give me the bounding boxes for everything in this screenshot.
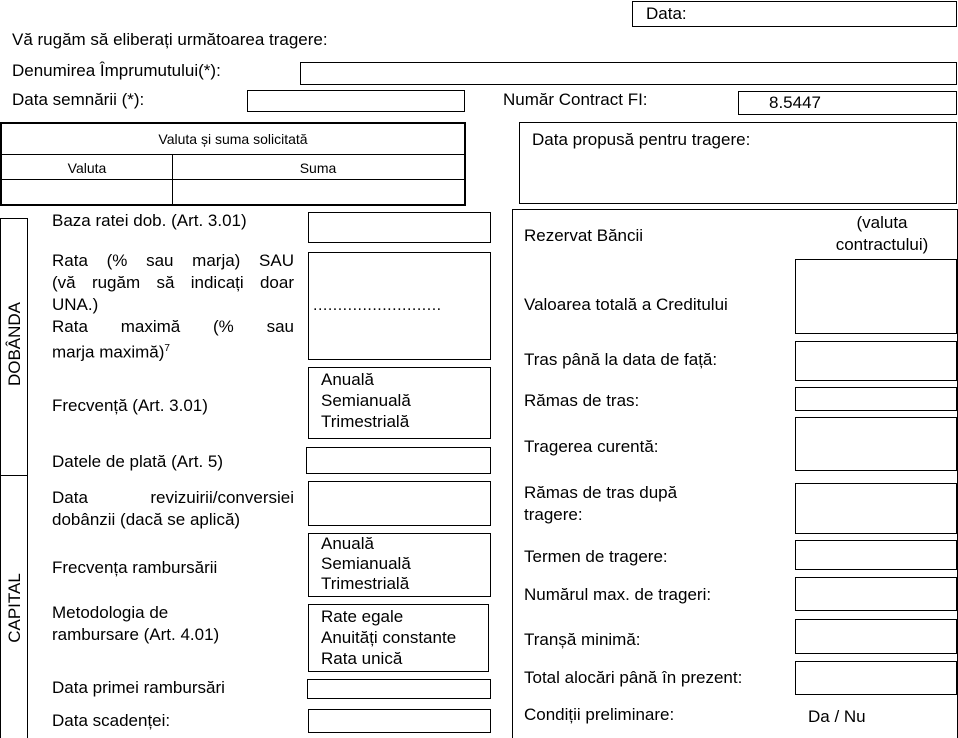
max-rate-label-line [52,338,294,364]
capital-section [0,475,28,738]
remaining-after-label-block [524,482,677,526]
rate-label-line: (vă rugăm să indicați doar [52,273,294,292]
rate-label-block [52,250,294,364]
remaining-field[interactable] [795,387,957,411]
preconditions-yes-no[interactable]: Da / Nu [808,707,866,726]
divider [172,155,173,204]
signing-date-field[interactable] [247,90,465,112]
revision-date-field[interactable] [308,481,491,526]
current-draw-field[interactable] [795,417,957,471]
currency-table-title: Valuta și suma solicitată [158,131,308,147]
current-draw-label: Tragerea curentă: [524,437,659,456]
max-draws-field[interactable] [795,577,957,611]
repayment-method-options [308,604,489,672]
min-tranche-label: Tranșă minimă: [524,630,641,649]
draw-term-field[interactable] [795,540,957,570]
borrower-field[interactable] [300,62,957,85]
max-rate-label-line: Rata maximă (% sau [52,317,294,336]
contract-currency-note-line: contractului) [835,235,929,254]
first-repayment-field[interactable] [307,679,491,699]
frequency-option-semiannual[interactable]: Semianuală [321,391,411,410]
currency-column-header: Valuta [67,160,107,176]
proposed-date-field[interactable] [519,122,957,204]
contract-number-value: 8.5447 [769,93,821,112]
rate-field[interactable] [308,252,491,360]
repay-frequency-option-annual[interactable]: Anuală [321,534,374,553]
amount-column-header: Suma [299,160,337,176]
draw-term-label: Termen de tragere: [524,547,668,566]
contract-label: Număr Contract FI: [503,90,648,109]
method-label-line: rambursare (Art. 4.01) [52,625,220,644]
max-rate-label-text: marja maximă) [52,342,165,362]
method-option-single-payment[interactable]: Rata unică [321,649,403,668]
first-repayment-label: Data primei rambursări [52,678,225,697]
remaining-after-label-line: Rămas de tras după [524,483,678,502]
total-credit-field[interactable] [795,259,957,334]
payment-dates-label: Datele de plată (Art. 5) [52,452,224,471]
contract-number-field[interactable] [738,91,957,115]
repay-frequency-option-quarterly[interactable]: Trimestrială [321,574,410,593]
payment-dates-field[interactable] [306,447,491,474]
frequency-label: Frecvență (Art. 3.01) [52,396,208,415]
amount-input[interactable] [174,181,464,204]
remaining-after-label-line: tragere: [524,505,583,524]
repay-frequency-label: Frecvența rambursării [52,558,218,577]
interest-section-label: DOBÂNDA [5,301,24,387]
currency-table [0,122,466,206]
divider [2,154,464,155]
divider [2,179,464,180]
borrower-label: Denumirea Împrumutului(*): [12,61,221,80]
max-draws-label: Numărul max. de trageri: [524,585,712,604]
currency-header [2,156,172,180]
revision-label-block [52,487,294,531]
currency-input[interactable] [2,181,171,204]
base-rate-label: Baza ratei dob. (Art. 3.01) [52,211,247,230]
rate-label-line: Rata (% sau marja) SAU [52,251,294,270]
frequency-options [308,367,491,439]
capital-section-label: CAPITAL [5,573,24,643]
contract-currency-note [820,212,944,256]
revision-label-line: Data revizuirii/conversiei [52,488,294,507]
date-field[interactable] [632,1,957,27]
drawn-to-date-label: Tras până la data de față: [524,350,718,369]
interest-section [0,218,28,475]
proposed-date-label: Data propusă pentru tragere: [532,130,751,149]
maturity-date-field[interactable] [308,709,491,733]
footnote-marker: 7 [164,343,170,354]
drawn-to-date-field[interactable] [795,341,957,381]
repay-frequency-option-semiannual[interactable]: Semianuală [321,554,411,573]
method-option-constant-annuities[interactable]: Anuități constante [321,628,457,647]
contract-currency-note-line: (valuta [856,213,908,232]
preconditions-label: Condiții preliminare: [524,705,675,724]
remaining-label: Rămas de tras: [524,391,640,410]
frequency-option-annual[interactable]: Anuală [321,370,374,389]
bank-reserved-label: Rezervat Băncii [524,226,644,245]
total-allocations-label: Total alocări până în prezent: [524,668,743,687]
total-credit-label: Valoarea totală a Creditului [524,295,728,314]
method-label-block [52,602,219,646]
total-allocations-field[interactable] [795,661,957,695]
base-rate-field[interactable] [308,212,491,243]
method-label-line: Metodologia de [52,603,169,622]
rate-divider-dots: .......................... [313,297,442,314]
amount-header [172,156,464,180]
frequency-option-quarterly[interactable]: Trimestrială [321,412,410,431]
signing-date-label: Data semnării (*): [12,90,145,109]
min-tranche-field[interactable] [795,619,957,654]
maturity-date-label: Data scadenței: [52,711,171,730]
request-text: Vă rugăm să eliberați următoarea tragere: [12,30,328,49]
date-label: Data: [646,4,687,23]
method-option-equal-installments[interactable]: Rate egale [321,607,404,626]
repay-frequency-options [308,533,491,597]
revision-label-line: dobânzii (dacă se aplică) [52,510,241,529]
remaining-after-field[interactable] [795,483,957,534]
rate-label-line: UNA.) [52,295,99,314]
